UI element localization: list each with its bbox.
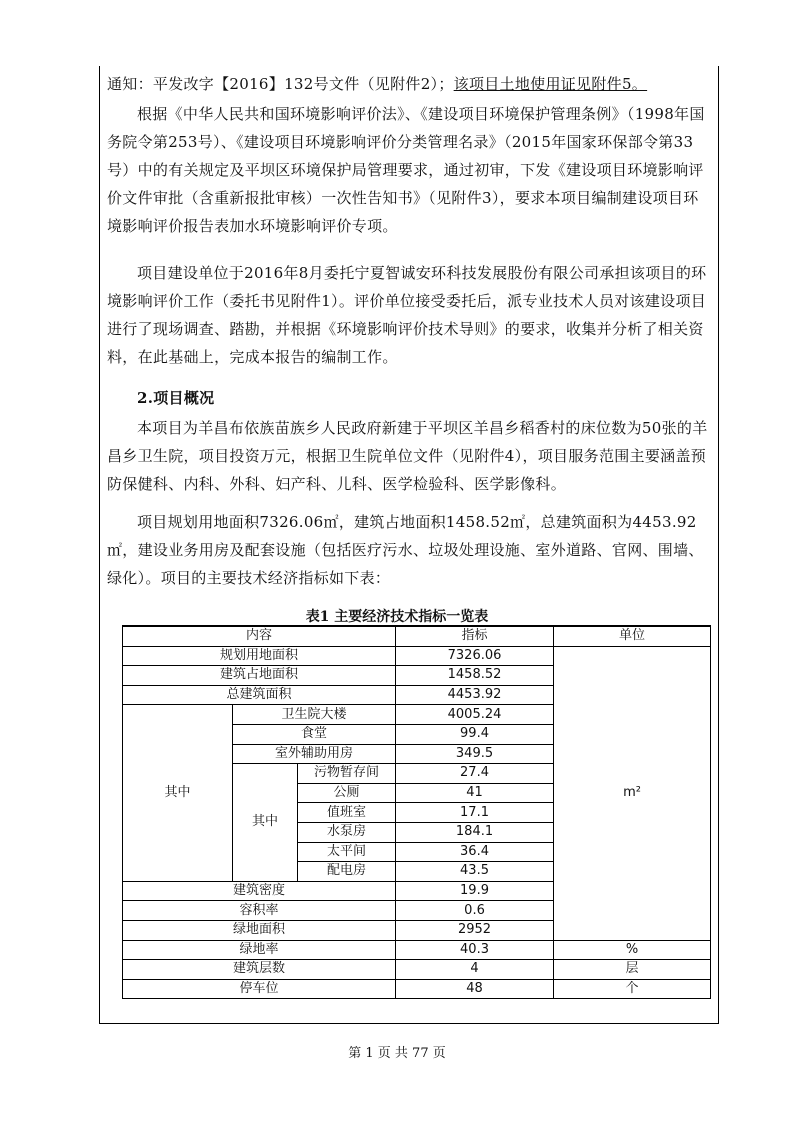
row-value: 4005.24 bbox=[396, 705, 554, 725]
row-unit: 个 bbox=[554, 979, 711, 999]
table-row bbox=[123, 979, 711, 999]
row-value: 19.9 bbox=[396, 881, 554, 901]
row-value: 41 bbox=[396, 783, 554, 803]
row-value: 1458.52 bbox=[396, 666, 554, 686]
row-label: 绿地率 bbox=[123, 940, 396, 960]
row-value: 184.1 bbox=[396, 822, 554, 842]
notice-text: 通知：平发改字【2016】132号文件（见附件2）； bbox=[107, 75, 454, 93]
paragraph-notice bbox=[107, 70, 711, 98]
row-value: 7326.06 bbox=[396, 646, 554, 666]
table-row bbox=[123, 960, 711, 980]
row-value: 17.1 bbox=[396, 803, 554, 823]
row-label: 容积率 bbox=[123, 901, 396, 921]
row-label: 建筑占地面积 bbox=[123, 666, 396, 686]
group-label: 其中 bbox=[123, 705, 233, 881]
row-label: 污物暂存间 bbox=[298, 764, 396, 784]
row-label: 规划用地面积 bbox=[123, 646, 396, 666]
row-value: 40.3 bbox=[396, 940, 554, 960]
row-value: 4 bbox=[396, 960, 554, 980]
paragraph-commission: 项目建设单位于2016年8月委托宁夏智诚安环科技发展股份有限公司承担该项目的环境影响评价工作（委托书见附件1）。评价单位接受委托后，派专业技术人员对该建设项目进行了现场调查、踏勘，并根据《环境影响评价技术导则》的要求，收集并分析了相关资料，在此基础上，完成本报告的编制工作。 bbox=[107, 264, 707, 366]
row-label: 室外辅助用房 bbox=[233, 744, 396, 764]
row-value: 36.4 bbox=[396, 842, 554, 862]
section-heading: 2.项目概况 bbox=[137, 389, 215, 407]
row-label: 总建筑面积 bbox=[123, 685, 396, 705]
row-value: 99.4 bbox=[396, 724, 554, 744]
paragraph-project-overview: 本项目为羊昌布依族苗族乡人民政府新建于平坝区羊昌乡稻香村的床位数为50张的羊昌乡卫生院，项目投资万元，根据卫生院单位文件（见附件4），项目服务范围主要涵盖预防保健科、内科、外科、妇产科、儿科、医学检验科、医学影像科。 bbox=[107, 419, 708, 493]
row-label: 公厕 bbox=[298, 783, 396, 803]
row-label: 配电房 bbox=[298, 862, 396, 882]
row-label: 水泵房 bbox=[298, 822, 396, 842]
indicator-table bbox=[122, 625, 711, 999]
row-label: 太平间 bbox=[298, 842, 396, 862]
row-unit: % bbox=[554, 940, 711, 960]
row-value: 0.6 bbox=[396, 901, 554, 921]
land-certificate-note: 该项目土地使用证见附件5。 bbox=[453, 75, 648, 93]
paragraph-project-scale: 项目规划用地面积7326.06㎡，建筑占地面积1458.52㎡，总建筑面积为4453.92㎡，建设业务用房及配套设施（包括医疗污水、垃圾处理设施、室外道路、官网、围墙、绿化）。项目的主要技术经济指标如下表： bbox=[107, 513, 704, 587]
header-indicator: 指标 bbox=[396, 626, 554, 646]
table-header-row bbox=[123, 626, 711, 646]
row-label: 建筑层数 bbox=[123, 960, 396, 980]
header-unit: 单位 bbox=[554, 626, 711, 646]
table-row bbox=[123, 646, 711, 666]
table-caption: 表1 主要经济技术指标一览表 bbox=[305, 609, 489, 625]
row-value: 349.5 bbox=[396, 744, 554, 764]
row-value: 4453.92 bbox=[396, 685, 554, 705]
row-label: 停车位 bbox=[123, 979, 396, 999]
subgroup-label: 其中 bbox=[233, 764, 298, 882]
row-label: 建筑密度 bbox=[123, 881, 396, 901]
row-label: 值班室 bbox=[298, 803, 396, 823]
row-value: 43.5 bbox=[396, 862, 554, 882]
row-value: 48 bbox=[396, 979, 554, 999]
paragraph-legal-basis: 根据《中华人民共和国环境影响评价法》、《建设项目环境保护管理条例》（1998年国务院令第253号）、《建设项目环境影响评价分类管理名录》（2015年国家环保部令第33号）中的有关规定及平坝区环境保护局管理要求，通过初审，下发《建设项目环境影响评价文件审批（含重新报批审核）一次性告知书》（见附件3），要求本项目编制建设项目环境影响评价报告表加水环境影响评价专项。 bbox=[107, 105, 705, 235]
row-value: 2952 bbox=[396, 920, 554, 940]
row-value: 27.4 bbox=[396, 764, 554, 784]
header-content: 内容 bbox=[123, 626, 396, 646]
row-label: 卫生院大楼 bbox=[233, 705, 396, 725]
table-row bbox=[123, 940, 711, 960]
page-number-footer: 第 1 页 共 77 页 bbox=[348, 1046, 446, 1061]
row-label: 食堂 bbox=[233, 724, 396, 744]
row-unit: 层 bbox=[554, 960, 711, 980]
area-unit-cell: m² bbox=[554, 646, 711, 940]
row-label: 绿地面积 bbox=[123, 920, 396, 940]
